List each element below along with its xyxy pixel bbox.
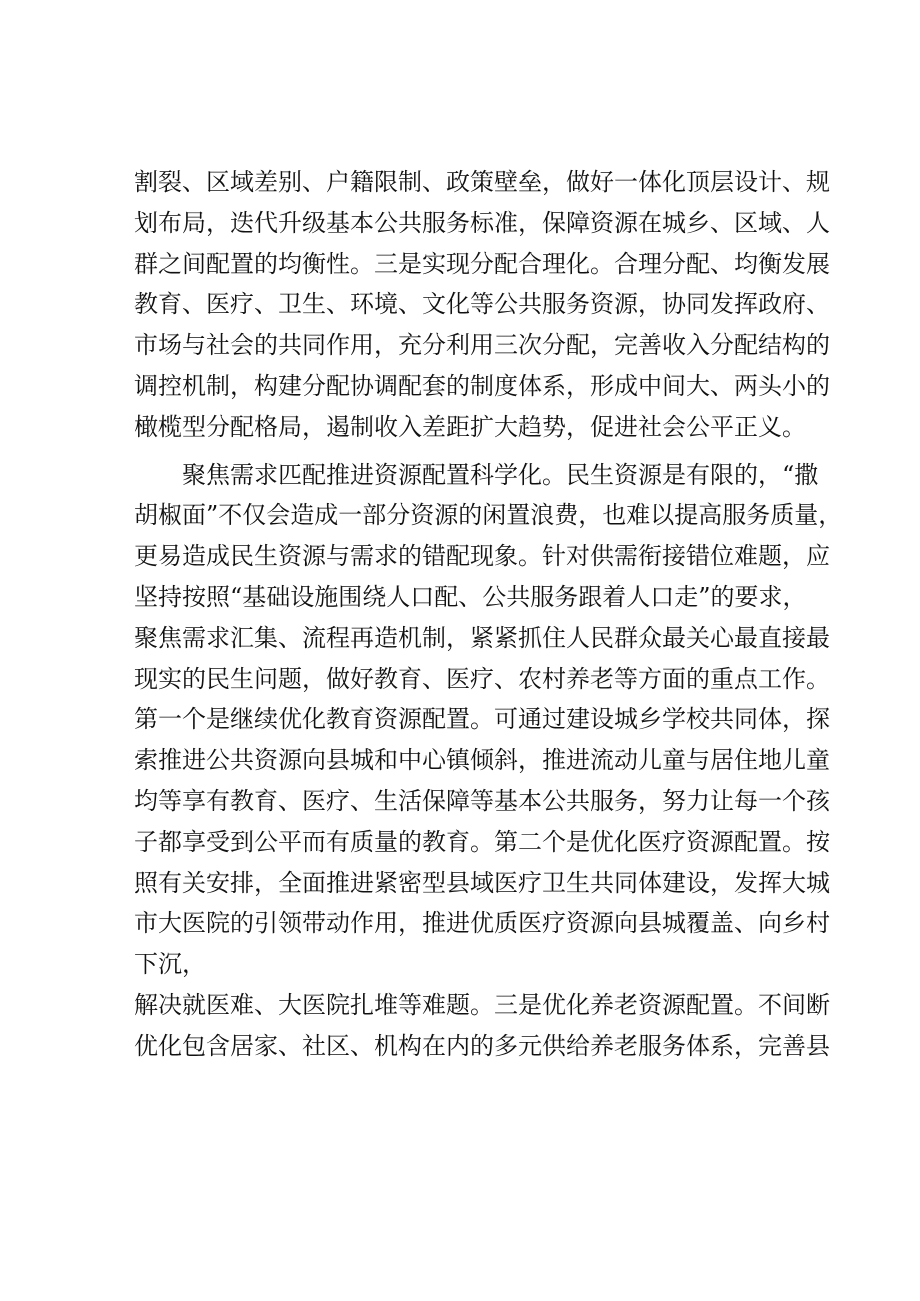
text-line: 更易造成民生资源与需求的错配现象。针对供需衔接错位难题，应 (134, 542, 830, 571)
text-line: 胡椒面”不仅会造成一部分资源的闲置浪费，也难以提高服务质量， (134, 501, 843, 530)
paragraph-gap (134, 448, 804, 455)
text-line: 聚焦需求汇集、流程再造机制，紧紧抓住人民群众最关心最直接最 (134, 623, 830, 652)
paragraph-3 (134, 985, 830, 1067)
paragraph-2 (134, 455, 843, 985)
text-line: 下沉， (134, 950, 206, 979)
text-line: 均等享有教育、医疗、生活保障等基本公共服务，努力让每一个孩 (134, 786, 830, 815)
text-line: 索推进公共资源向县城和中心镇倾斜，推进流动儿童与居住地儿童 (134, 746, 830, 775)
text-line: 群之间配置的均衡性。三是实现分配合理化。合理分配、均衡发展 (134, 249, 830, 278)
text-line: 优化包含居家、社区、机构在内的多元供给养老服务体系，完善县 (134, 1031, 830, 1060)
text-line: 照有关安排，全面推进紧密型县域医疗卫生共同体建设，发挥大城 (134, 868, 830, 897)
text-line: 调控机制，构建分配协调配套的制度体系，形成中间大、两头小的 (134, 371, 830, 400)
text-line: 解决就医难、大医院扎堆等难题。三是优化养老资源配置。不间断 (134, 990, 830, 1019)
text-line: 聚焦需求匹配推进资源配置科学化。民生资源是有限的，“撒 (182, 460, 819, 489)
document-body (134, 162, 843, 1067)
text-line: 第一个是继续优化教育资源配置。可通过建设城乡学校共同体，探 (134, 705, 830, 734)
text-line: 子都享受到公平而有质量的教育。第二个是优化医疗资源配置。按 (134, 827, 830, 856)
text-line: 市大医院的引领带动作用，推进优质医疗资源向县城覆盖、向乡村 (134, 909, 830, 938)
text-line: 划布局，迭代升级基本公共服务标准，保障资源在城乡、区域、人 (134, 208, 830, 237)
text-line: 教育、医疗、卫生、环境、文化等公共服务资源，协同发挥政府、 (134, 290, 830, 319)
text-line: 坚持按照“基础设施围绕人口配、公共服务跟着人口走”的要求， (134, 582, 807, 611)
text-line: 市场与社会的共同作用，充分利用三次分配，完善收入分配结构的 (134, 331, 830, 360)
text-line: 割裂、区域差别、户籍限制、政策壁垒，做好一体化顶层设计、规 (134, 168, 830, 196)
paragraph-1 (134, 162, 830, 448)
text-line: 现实的民生问题，做好教育、医疗、农村养老等方面的重点工作。 (134, 664, 830, 693)
text-line: 橄榄型分配格局，遏制收入差距扩大趋势，促进社会公平正义。 (134, 412, 806, 441)
